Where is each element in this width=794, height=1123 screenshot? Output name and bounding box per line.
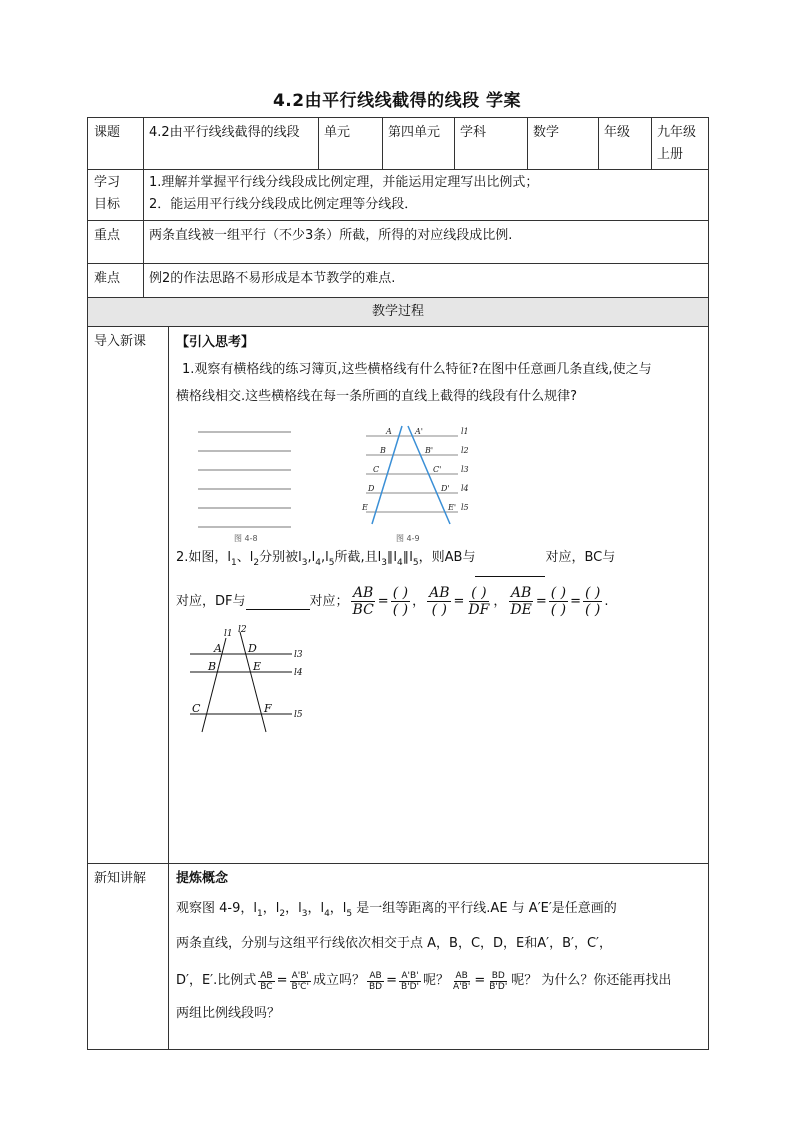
fig2-line-l1: l1 xyxy=(224,629,233,639)
fig49-label-D: D xyxy=(368,484,375,493)
fig49-line-l3: l3 xyxy=(461,465,469,474)
blank-2[interactable] xyxy=(246,593,310,610)
q2-t3: 分别被l xyxy=(259,550,302,565)
new-p1b: 是一组等距离的平行线.AE 与 A′E′是任意画的 xyxy=(356,901,617,916)
difficult-row xyxy=(88,263,708,297)
q2-t2: 、l xyxy=(236,550,254,565)
unit-value: 第四单元 xyxy=(388,125,441,140)
goals-label xyxy=(88,170,143,220)
intro-heading: 【引入思考】 xyxy=(176,335,255,350)
new-label: 新知讲解 xyxy=(94,871,147,886)
key-text: 两条直线被一组平行（不少3条）所截，所得的对应线段成比例. xyxy=(149,228,513,243)
goals-label-line1: 学习 xyxy=(94,175,121,190)
new-para-2: 两条直线，分别与这组平行线依次相交于点 A，B，C，D，E和A′，B′，C′， xyxy=(176,936,612,951)
q2-t11: 对应，DF与 xyxy=(176,594,246,609)
frac2-left[interactable]: $\frac{AB}{( )}$ xyxy=(429,585,450,618)
blank-1[interactable] xyxy=(475,560,545,577)
key-label: 重点 xyxy=(94,228,121,243)
q2-t6: 所截,且l xyxy=(334,550,382,565)
fig49-label-C: C xyxy=(373,465,380,474)
f2-right: $\frac{A'B'}{B'D'}$ xyxy=(400,970,420,992)
fig49-label-A1: A' xyxy=(415,427,423,436)
discipline-label: 学科 xyxy=(460,125,487,140)
q2-t1: 2.如图，l xyxy=(176,550,232,565)
new-p3a: D′，E′.比例式 xyxy=(176,973,257,988)
new-p3b: 成立吗？ xyxy=(312,973,365,988)
fig-4-9-caption: 图 4-9 xyxy=(396,534,420,542)
fig2-line-l2: l2 xyxy=(238,625,247,635)
new-para-4: 两组比例线段吗？ xyxy=(176,1006,281,1021)
fig2-point-C: C xyxy=(192,702,201,715)
fig2-point-B: B xyxy=(208,660,217,673)
q2-t10: 对应，BC与 xyxy=(545,550,616,565)
frac3-right[interactable]: $\frac{( )}{( )}$ xyxy=(585,585,601,618)
goal-line-2: 2．能运用平行线分线段成比例定理等分线段． xyxy=(149,197,418,212)
fig2-point-A: A xyxy=(214,642,222,655)
q2-line2: 对应，DF与 对应； $\frac{AB}{BC}$ = $\frac{( )}{( )}$ ， $\frac{AB}{( )}$ = $\frac{( )}{DF}$ ， $\frac{AB}{DE}$ = $\frac{( )}{( )}$ = $\frac{( )}{( )}$ . xyxy=(176,585,609,618)
fig49-label-B: B xyxy=(380,446,386,455)
grade-value xyxy=(651,118,708,169)
f2-left: $\frac{AB}{BD}$ xyxy=(368,970,383,992)
new-heading: 提炼概念 xyxy=(176,871,229,886)
frac3-middle[interactable]: $\frac{( )}{( )}$ xyxy=(550,585,567,618)
topic-value: 4.2由平行线线截得的线段 xyxy=(149,125,300,140)
new-content xyxy=(168,864,708,1049)
q2-t12: 对应； xyxy=(309,594,349,609)
process-header: 教学过程 xyxy=(88,297,708,326)
new-knowledge-row xyxy=(88,863,708,1049)
fig2-line-l4: l4 xyxy=(294,668,303,678)
fig49-label-A: A xyxy=(386,427,392,436)
fig2-line-l3: l3 xyxy=(294,650,303,660)
intro-content xyxy=(168,327,708,863)
q1-line2: 横格线相交.这些横格线在每一条所画的直线上截得的线段有什么规律? xyxy=(176,389,578,404)
fig2-point-E: E xyxy=(253,660,262,673)
q2-t4: ,l xyxy=(307,550,316,565)
fig49-line-l1: l1 xyxy=(461,427,469,436)
grade-value-line2: 上册 xyxy=(657,147,684,162)
frac1-right[interactable]: $\frac{( )}{( )}$ xyxy=(392,585,409,618)
new-p1a: 观察图 4-9，l xyxy=(176,901,257,916)
header-row xyxy=(88,118,708,169)
fig49-line-l5: l5 xyxy=(461,503,469,512)
fig49-label-B1: B' xyxy=(425,446,434,455)
new-para-1: 观察图 4-9，$l_1$，$l_2$，$l_3$，$l_4$，$l_5$ 是一组等距离的平行线.AE 与 A′E′是任意画的 xyxy=(176,901,617,919)
fig2-line-l5: l5 xyxy=(294,710,303,720)
unit-label: 单元 xyxy=(324,125,351,140)
subject-label: 课题 xyxy=(94,125,121,140)
difficult-label: 难点 xyxy=(94,271,121,286)
figures-4-8-4-9 xyxy=(186,424,506,542)
fig49-label-E: E xyxy=(362,503,368,512)
figure-parallel-lines xyxy=(180,624,320,754)
fig49-label-E1: E' xyxy=(448,503,457,512)
grade-label: 年级 xyxy=(604,125,631,140)
goals-row xyxy=(88,169,708,220)
q2-t7: ∥l xyxy=(386,550,398,565)
fig-4-8 xyxy=(198,432,291,542)
f3-right: $\frac{BD}{B'D'}$ xyxy=(489,970,508,992)
q2-t5: ,l xyxy=(320,550,329,565)
difficult-text: 例2的作法思路不易形成是本节教学的难点. xyxy=(149,271,396,286)
intro-label: 导入新课 xyxy=(94,334,147,349)
fig49-line-l4: l4 xyxy=(461,484,469,493)
q2-t8: ∥l xyxy=(402,550,413,565)
frac2-right[interactable]: $\frac{( )}{DF}$ xyxy=(468,585,490,618)
frac1-left: $\frac{AB}{BC}$ xyxy=(352,585,374,618)
f1-left: $\frac{AB}{BC}$ xyxy=(260,970,273,992)
fig49-label-D1: D' xyxy=(441,484,450,493)
intro-row xyxy=(88,326,708,863)
q1-line1: 1.观察有横格线的练习簿页,这些横格线有什么特征?在图中任意画几条直线,使之与 xyxy=(182,362,652,377)
fig-4-8-caption: 图 4-8 xyxy=(234,534,258,542)
f3-left: $\frac{AB}{A'B'}$ xyxy=(453,970,471,992)
fig-4-9 xyxy=(361,426,469,542)
f1-right: $\frac{A'B'}{B'C'}$ xyxy=(291,970,309,992)
key-row xyxy=(88,220,708,263)
grade-value-line1: 九年级 xyxy=(657,125,697,140)
q2-t9: ，则AB与 xyxy=(418,550,476,565)
fig2-point-F: F xyxy=(264,702,272,715)
discipline-value: 数学 xyxy=(533,125,560,140)
lesson-table xyxy=(87,117,709,1050)
goals-text xyxy=(143,170,708,220)
fig2-point-D: D xyxy=(248,642,257,655)
fig49-line-l2: l2 xyxy=(461,446,469,455)
goals-label-line2: 目标 xyxy=(94,197,121,212)
fig49-label-C1: C' xyxy=(433,465,442,474)
new-p3d: 呢？ 为什么？你还能再找出 xyxy=(511,973,672,988)
document-title: 4.2由平行线线截得的线段 学案 xyxy=(272,91,522,111)
frac3-left: $\frac{AB}{DE}$ xyxy=(510,585,532,618)
new-para-3: D′，E′.比例式 $\frac{AB}{BC}$ = $\frac{A'B'}{B'C'}$ 成立吗？ $\frac{AB}{BD}$ = $\frac{A'B'}{B'D'}$ 呢？ $\frac{AB}{A'B'}$ = $\frac{BD}{B'D'}$ 呢？ 为什么？你还能再找出 xyxy=(176,963,700,999)
goal-line-1: 1.理解并掌握平行线分线段成比例定理，并能运用定理写出比例式； xyxy=(149,175,539,190)
q2-line1: 2.如图，$l_1$、$l_2$分别被$l_3,l_4,l_5$所截,且$l_3\parallel l_4\parallel l_5$，则AB与 对应，BC与 xyxy=(176,544,700,577)
new-p3c: 呢？ xyxy=(423,973,450,988)
